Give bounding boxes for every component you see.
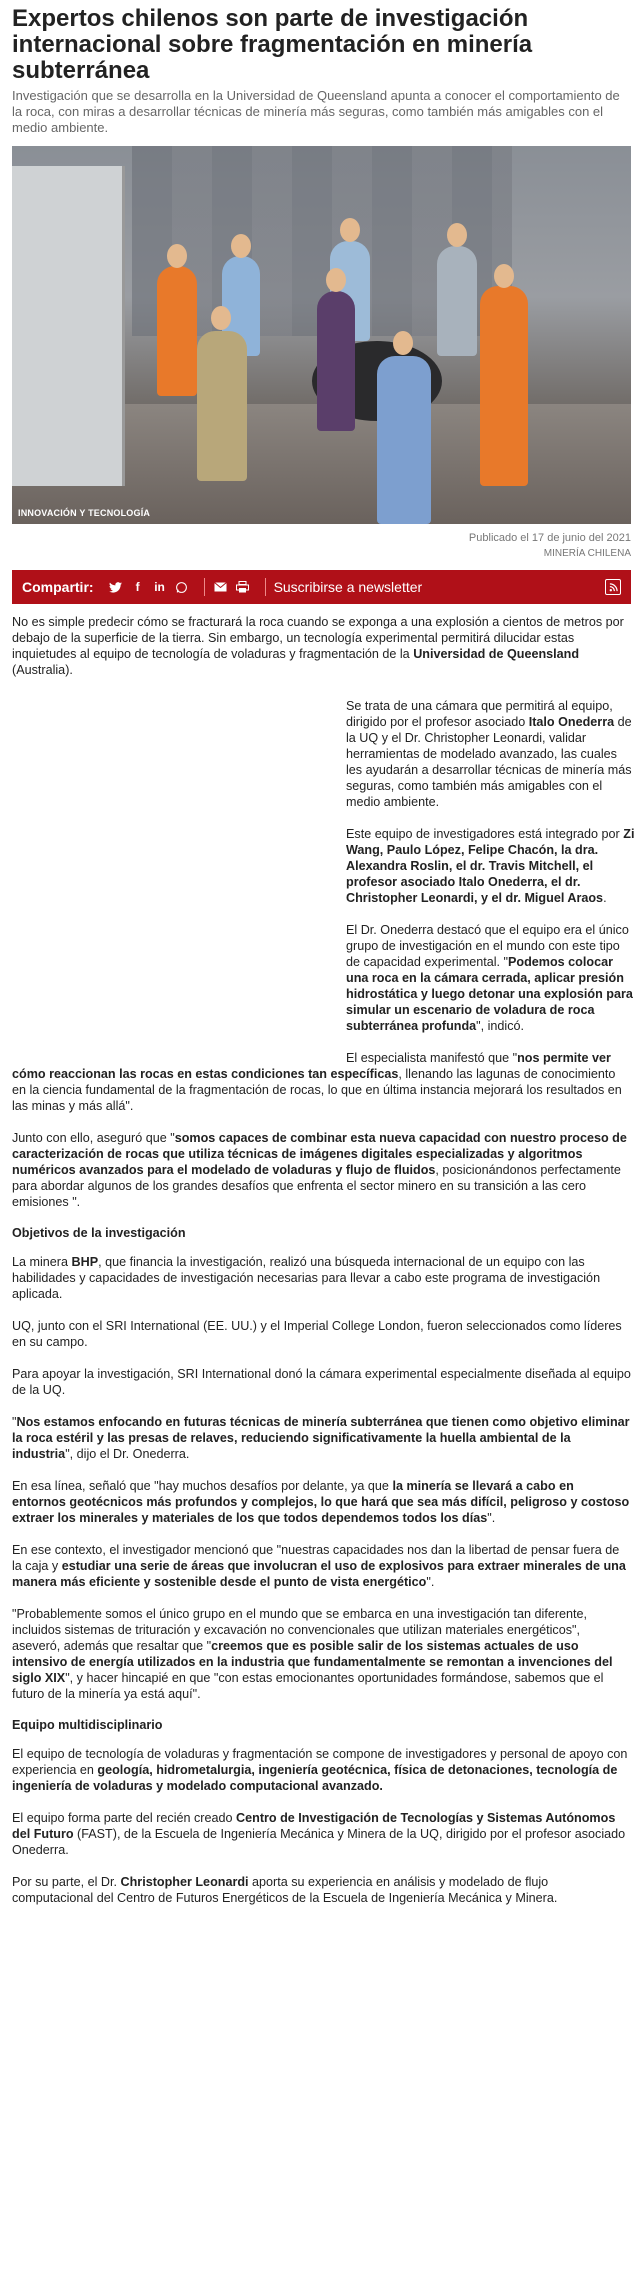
hero-machine	[12, 166, 125, 486]
whatsapp-icon[interactable]	[174, 579, 190, 595]
share-bar	[12, 570, 631, 604]
paragraph: Se trata de una cámara que permitirá al equipo, dirigido por el profesor asociado Italo Onederra de la UQ y el Dr. Christopher Leonardi, validar herramientas de modelado avanzado, las cuales les ayudarán a desarrollar técnicas de minería más seguras, como también más amigables con el medio ambiente.	[346, 699, 632, 809]
share-label: Compartir:	[22, 579, 94, 595]
share-divider	[204, 578, 205, 596]
publish-date: Publicado el 17 de junio del 2021	[468, 532, 631, 544]
paragraph: Para apoyar la investigación, SRI International donó la cámara experimental especialmente diseñada al equipo de la UQ.	[12, 1367, 631, 1397]
share-divider	[265, 578, 266, 596]
facebook-icon[interactable]: f	[135, 580, 140, 594]
person-head	[167, 244, 187, 268]
hero-image	[12, 146, 631, 524]
section-heading: Equipo multidisciplinario	[12, 1718, 163, 1732]
paragraph: "Nos estamos enfocando en futuras técnicas de minería subterránea que tienen como objetivo eliminar la roca estéril y las presas de relaves, reduciendo significativamente la huella ambiental de la industria", dijo el Dr. Onederra.	[12, 1415, 630, 1461]
email-icon[interactable]	[213, 579, 229, 595]
paragraph: UQ, junto con el SRI International (EE. UU.) y el Imperial College London, fueron seleccionados como líderes en su campo.	[12, 1319, 622, 1349]
person-figure	[317, 291, 355, 431]
paragraph: El especialista manifestó que "nos permite ver cómo reaccionan las rocas en estas condiciones tan específicas, llenando las lagunas de conocimiento en la ciencia fundamental de la fragmentación de rocas, lo que en última instancia mejorará los resultados en las minas y más allá".	[12, 1051, 622, 1113]
rss-icon[interactable]	[605, 579, 621, 595]
person-head	[393, 331, 413, 355]
newsletter-link[interactable]: Suscribirse a newsletter	[273, 579, 423, 595]
person-head	[211, 306, 231, 330]
paragraph: La minera BHP, que financia la investigación, realizó una búsqueda internacional de un equipo con las habilidades y capacidades de investigación necesarias para llevar a cabo este programa de investigación aplicada.	[12, 1255, 601, 1301]
paragraph: En esa línea, señaló que "hay muchos desafíos por delante, ya que la minería se llevará a cabo en entornos geotécnicos más profundos y complejos, lo que hará que sea más difícil, peligroso y costoso extraer los minerales y materiales de los que todos dependemos todos los días".	[12, 1479, 630, 1525]
person-head	[494, 264, 514, 288]
article	[0, 6, 643, 1906]
person-head	[231, 234, 251, 258]
person-figure	[437, 246, 477, 356]
article-source: MINERÍA CHILENA	[543, 548, 631, 559]
print-icon[interactable]	[235, 579, 251, 595]
article-meta	[12, 530, 631, 562]
paragraph: El Dr. Onederra destacó que el equipo era el único grupo de investigación en el mundo con este tipo de capacidad experimental. "Podemos colocar una roca en la cámara cerrada, aplicar presión hidrostática y luego detonar una explosión para simular un escenario de voladura de roca subterránea profunda", indicó.	[346, 923, 633, 1033]
paragraph: El equipo de tecnología de voladuras y fragmentación se compone de investigadores y personal de apoyo con experiencia en geología, hidrometalurgia, ingeniería geotécnica, física de detonaciones, tecnología de ingeniería de voladuras y modelado computacional avanzado.	[12, 1747, 628, 1793]
person-figure	[157, 266, 197, 396]
section-heading: Objetivos de la investigación	[12, 1226, 186, 1240]
category-tag[interactable]: INNOVACIÓN Y TECNOLOGÍA	[18, 508, 151, 518]
person-head	[326, 268, 346, 292]
person-head	[447, 223, 467, 247]
paragraph: Por su parte, el Dr. Christopher Leonardi aporta su experiencia en análisis y modelado de flujo computacional del Centro de Futuros Energéticos de la Escuela de Ingeniería Mecánica y Minera.	[12, 1875, 558, 1905]
article-subtitle: Investigación que se desarrolla en la Universidad de Queensland apunta a conocer el comportamiento de la roca, con miras a desarrollar técnicas de minería más seguras, como también más amigables con el medio ambiente.	[12, 88, 620, 135]
person-figure	[197, 331, 247, 481]
paragraph: Junto con ello, aseguró que "somos capaces de combinar esta nueva capacidad con nuestro proceso de caracterización de rocas que utiliza técnicas de imágenes digitales especializadas y algoritmos numéricos avanzados para el modelado de voladuras y flujo de fluidos, posicionándonos perfectamente para abordar algunos de los grandes desafíos que enfrenta el sector minero en su transición a las cero emisiones ".	[12, 1131, 627, 1209]
twitter-icon[interactable]	[108, 579, 124, 595]
paragraph: No es simple predecir cómo se fracturará la roca cuando se exponga a una explosión a cientos de metros por debajo de la superficie de la tierra. Sin embargo, un tecnología experimental permitirá dilucidar estas inquietudes al equipo de tecnología de voladuras y fragmentación de la Universidad de Queensland (Australia).	[12, 615, 624, 677]
paragraph: Este equipo de investigadores está integrado por Zi Wang, Paulo López, Felipe Chacón, la dra. Alexandra Roslin, el dr. Travis Mitchell, el profesor asociado Italo Onederra, el dr. Christopher Leonardi, y el dr. Miguel Araos.	[346, 827, 635, 905]
linkedin-icon[interactable]: in	[154, 580, 165, 594]
person-head	[340, 218, 360, 242]
person-figure	[377, 356, 431, 524]
paragraph: En ese contexto, el investigador mencionó que "nuestras capacidades nos dan la libertad de pensar fuera de la caja y estudiar una serie de áreas que involucran el uso de explosivos para extraer minerales de una manera más eficiente y sostenible desde el punto de vista energético".	[12, 1543, 626, 1589]
article-title: Expertos chilenos son parte de investigación internacional sobre fragmentación en minería subterránea	[12, 5, 533, 84]
paragraph: "Probablemente somos el único grupo en el mundo que se embarca en una investigación tan diferente, incluidos sistemas de trituración y excavación no convencionales que utilizan materiales energéticos", aseveró, además que resaltar que "creemos que es posible salir de los sistemas actuales de uso intensivo de energía utilizados en la industria que fundamentalmente se remontan a invenciones del siglo XIX", y hacer hincapié en que "con estas emocionantes oportunidades formándose, sabemos que el futuro de la minería ya está aquí".	[12, 1607, 613, 1701]
person-figure	[480, 286, 528, 486]
paragraph: El equipo forma parte del recién creado Centro de Investigación de Tecnologías y Sistemas Autónomos del Futuro (FAST), de la Escuela de Ingeniería Mecánica y Minera de la UQ, dirigido por el profesor asociado Onederra.	[12, 1811, 626, 1857]
